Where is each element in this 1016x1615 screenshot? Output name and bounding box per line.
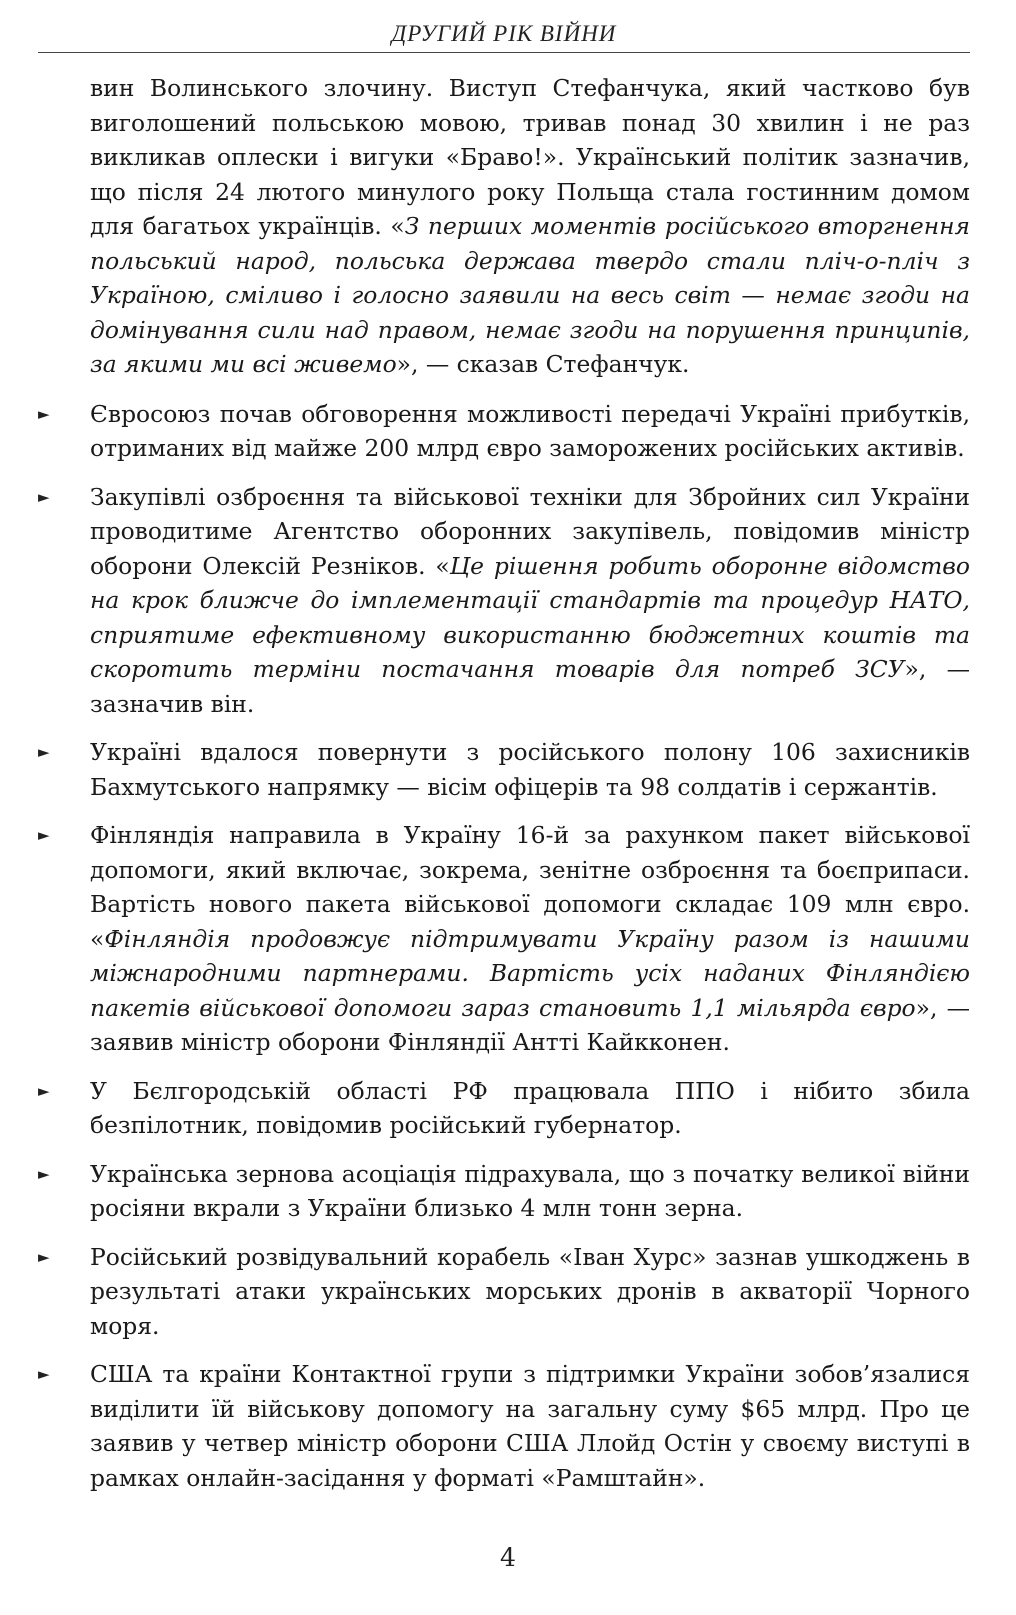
bullet-arrow-icon: ► — [38, 1247, 50, 1266]
body-text: Українська зернова асоціація підрахувала, що з початку великої війни росіяни вкрали з України близько 4 млн тонн зерна. — [90, 1159, 970, 1222]
continued-paragraph — [38, 71, 970, 382]
body-text: У Бєлгородській області РФ працювала ППО і нібито збила безпілотник, повідомив російський губернатор. — [90, 1076, 970, 1139]
running-header — [38, 16, 970, 53]
quote-text: Це рішення робить оборонне відомство на крок ближче до імплементації стандартів та процедур НАТО, сприятиме ефективному використанню бюджетних коштів та скоротить терміни постачання товарів для потреб ЗСУ — [90, 551, 971, 683]
quote-text: Фінляндія продовжує підтримувати Україну разом із нашими міжнародними партнерами. Вартість усіх наданих Фінляндією пакетів військової допомоги зараз становить 1,1 мільярда євро — [90, 924, 970, 1022]
bullet-arrow-icon: ► — [38, 1365, 50, 1383]
bullet-arrow-icon: ► — [38, 743, 50, 761]
bullet-item — [38, 480, 970, 722]
bullet-item — [38, 1074, 970, 1143]
body-text: Україні вдалося повернути з російського полону 106 захисників Бахмутського напрямку — вісім офіцерів та 98 солдатів і сержантів. — [90, 738, 970, 801]
body-text: », — сказав Стефанчук. — [396, 350, 690, 378]
body-text: вин Волинського злочину. Виступ Стефанчука, який частково був виголошений польською мовою, тривав понад 30 хвилин і не раз викликав оплески і вигуки «Браво!». Український політик зазначив, що після 24 лютого минулого року Польща стала гостинним домом для багатьох українців. « — [90, 74, 970, 240]
bullet-arrow-icon: ► — [38, 826, 50, 844]
body-text: США та країни Контактної групи з підтримки України зобов’язалися виділити їй військову допомогу на загальну суму $65 млрд. Про це заявив у четвер міністр оборони США Ллойд Остін у своєму виступі в рамках онлайн-засідання у форматі «Рамштайн». — [90, 1360, 970, 1492]
body-text: Фінляндія направила в Україну 16-й за рахунком пакет військової допомоги, який включає, зокрема, зенітне озброєння та боєприпаси. Вартість нового пакета військової допомоги складає 109 млн євро. « — [90, 821, 970, 953]
bullet-item — [38, 1157, 970, 1226]
running-header-title: ДРУГИЙ РІК ВІЙНИ — [391, 21, 617, 46]
body-text: Російський розвідувальний корабель «Іван Хурс» зазнав ушкоджень в результаті атаки українських морських дронів в акваторії Чорного моря. — [90, 1242, 970, 1340]
bullet-arrow-icon: ► — [38, 1081, 50, 1100]
bullet-item — [38, 1357, 970, 1495]
bullet-arrow-icon: ► — [38, 487, 50, 506]
bullet-item — [38, 1240, 970, 1344]
body-text: », — заявив міністр оборони Фінляндії Антті Кайкконен. — [90, 993, 970, 1056]
bullet-arrow-icon: ► — [38, 404, 50, 423]
page-number: 4 — [500, 1543, 516, 1572]
body-text: Закупівлі озброєння та військової техніки для Збройних сил України проводитиме Агентство оборонних закупівель, повідомив міністр оборони Олексій Резніков. « — [90, 482, 970, 580]
quote-text: З перших моментів російського вторгнення польський народ, польська держава твердо стали пліч-о-пліч з Україною, сміливо і голосно заявили на весь світ — немає згоди на домінування сили над правом, немає згоди на порушення принципів, за якими ми всі живемо — [90, 212, 971, 378]
bullet-arrow-icon: ► — [38, 1164, 50, 1183]
bullet-item — [38, 818, 970, 1060]
body-text: Євросоюз почав обговорення можливості передачі Україні прибутків, отриманих від майже 200 млрд євро заморожених російських активів. — [90, 399, 970, 462]
bullet-item — [38, 735, 970, 804]
bullet-item — [38, 397, 970, 466]
page-body — [38, 71, 970, 1509]
body-text: », — зазначив він. — [90, 655, 970, 718]
